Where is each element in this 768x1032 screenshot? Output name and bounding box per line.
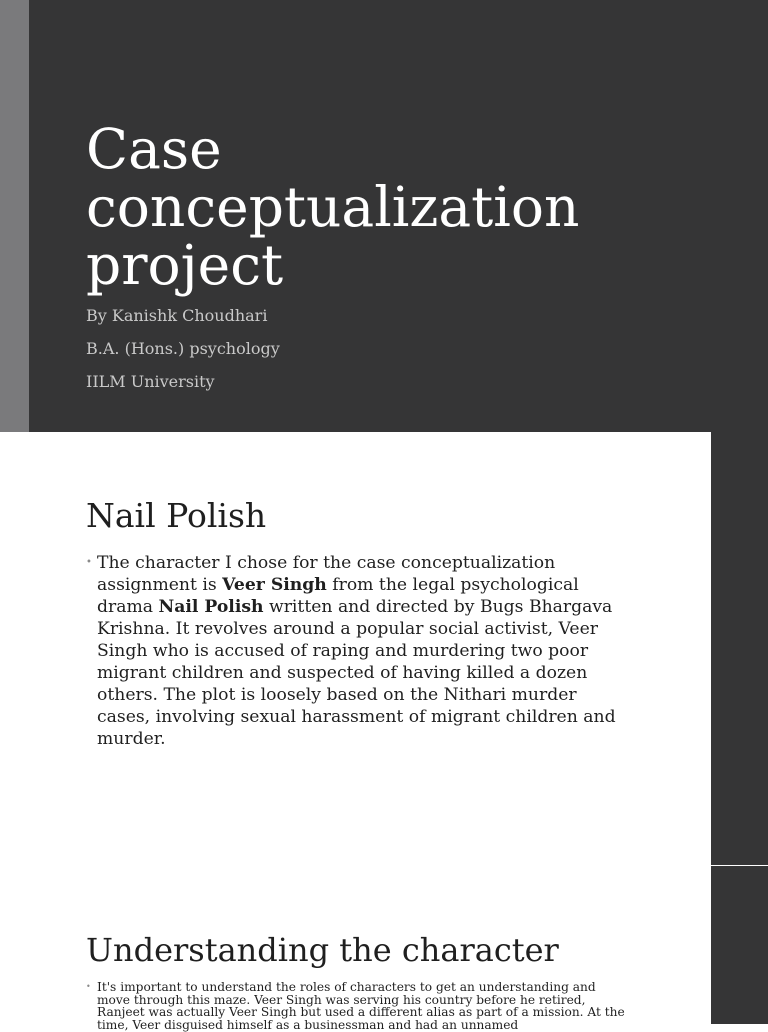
bullet-icon: • — [86, 982, 91, 991]
drama-title: Nail Polish — [158, 597, 264, 617]
author-degree: B.A. (Hons.) psychology — [86, 339, 280, 358]
bullet-text: It's important to understand the roles of characters to get an understanding and move through this maze. Veer Singh was serving his country before he retired, Ranjeet was actually Veer Singh but used a different alias as part of a mission. At the time, Veer disguised himself as a businessman and had an unnamed — [97, 980, 625, 1032]
nail-polish-slide — [0, 432, 768, 865]
author-university: IILM University — [86, 372, 215, 391]
slide-heading: Nail Polish — [86, 496, 267, 535]
slide-accent-bar — [0, 0, 29, 432]
bullet-text: written and directed by Bugs Bhargava Krishna. It revolves around a popular social activist, Veer Singh who is accused of raping and murdering two poor migrant children and suspected of having killed a dozen others. The plot is loosely based on the Nithari murder cases, involving sexual harassment of migrant children and murder. — [97, 597, 616, 749]
bullet-list — [86, 981, 626, 1031]
bullet-item — [86, 552, 626, 750]
slide-side-bar — [711, 866, 768, 1024]
bullet-item — [86, 981, 626, 1031]
slide-heading: Understanding the character — [86, 931, 559, 969]
understanding-character-slide — [0, 866, 768, 1032]
author-name: By Kanishk Choudhari — [86, 306, 268, 325]
bullet-text: from the legal psychological drama — [97, 575, 579, 617]
bullet-text: The character I chose for the case conceptualization assignment is — [97, 553, 556, 595]
character-name: Veer Singh — [222, 575, 327, 595]
slide-side-bar — [711, 432, 768, 865]
presentation-title: Case conceptualization project — [86, 117, 580, 297]
title-slide — [0, 0, 768, 432]
bullet-list — [86, 552, 626, 750]
bullet-icon: • — [86, 557, 92, 568]
